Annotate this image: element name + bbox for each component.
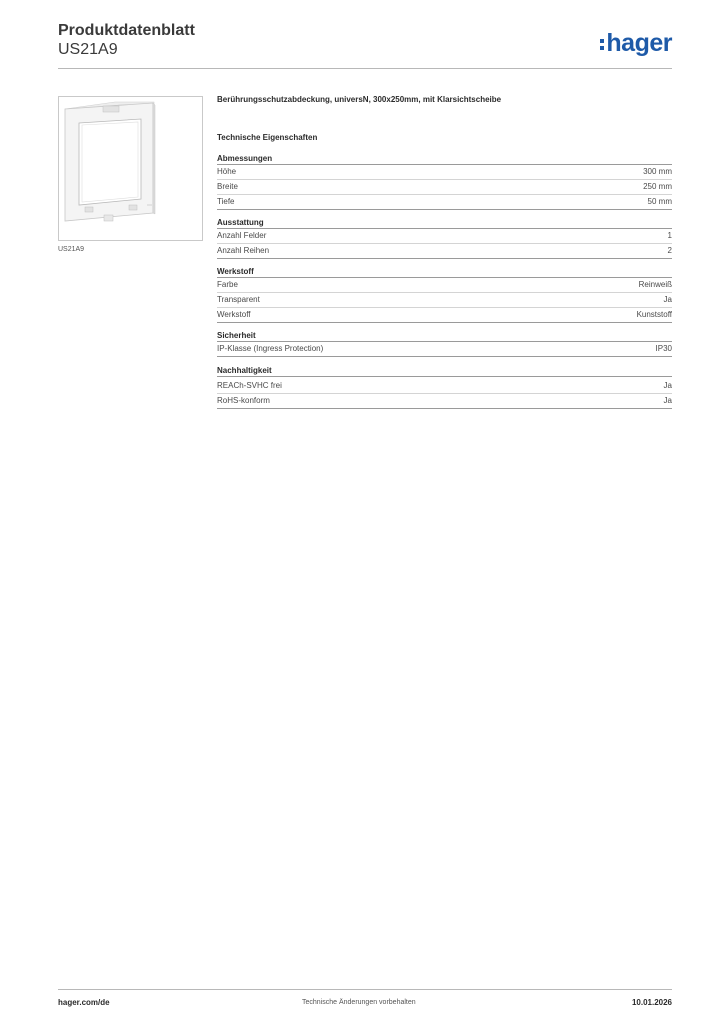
property-label: Anzahl Reihen: [217, 246, 270, 255]
property-row: [217, 229, 672, 244]
section-title: Sicherheit: [217, 330, 672, 342]
property-value: 300 mm: [643, 167, 672, 176]
section-material: [217, 266, 672, 323]
property-label: RoHS-konform: [217, 396, 270, 405]
property-value: Ja: [663, 295, 672, 304]
footer-divider: [58, 989, 672, 990]
section-title: Werkstoff: [217, 266, 672, 278]
property-label: Transparent: [217, 295, 260, 304]
property-value: 1: [667, 231, 672, 240]
image-caption: US21A9: [58, 246, 85, 253]
logo-text: hager: [606, 28, 672, 57]
technical-properties-heading: Technische Eigenschaften: [217, 133, 318, 142]
property-label: Farbe: [217, 280, 238, 289]
section-title: Ausstattung: [217, 217, 672, 229]
product-code: US21A9: [58, 41, 118, 58]
property-label: Tiefe: [217, 197, 235, 206]
section-title: Abmessungen: [217, 153, 672, 165]
section-title: Nachhaltigkeit: [217, 365, 672, 377]
property-value: Kunststoff: [636, 310, 672, 319]
property-row: [217, 394, 672, 409]
property-row: [217, 293, 672, 308]
property-row: [217, 165, 672, 180]
section-dimensions: [217, 153, 672, 210]
property-row: [217, 278, 672, 293]
property-row: [217, 180, 672, 195]
property-label: Höhe: [217, 167, 237, 176]
section-sustainability: [217, 365, 672, 409]
header-divider: [58, 68, 672, 69]
product-description: Berührungsschutzabdeckung, universN, 300x250mm, mit Klarsichtscheibe: [217, 95, 502, 104]
footer-website: hager.com/de: [58, 998, 110, 1007]
property-row: [217, 195, 672, 210]
section-equipment: [217, 217, 672, 259]
cover-frame-illustration: [59, 97, 202, 240]
section-safety: [217, 330, 672, 357]
footer-notice: Technische Änderungen vorbehalten: [302, 999, 416, 1006]
property-value: Ja: [663, 381, 672, 390]
footer-date: 10.01.2026: [631, 998, 672, 1007]
property-row: [217, 244, 672, 259]
property-label: IP-Klasse (Ingress Protection): [217, 344, 324, 353]
property-value: 2: [667, 246, 672, 255]
property-value: 50 mm: [647, 197, 672, 206]
property-label: Werkstoff: [217, 310, 251, 319]
property-value: 250 mm: [643, 182, 672, 191]
product-image: [58, 96, 203, 241]
property-label: Breite: [217, 182, 238, 191]
property-label: REACh-SVHC frei: [217, 381, 282, 390]
page-title: Produktdatenblatt: [58, 22, 195, 39]
datasheet-content: [217, 95, 672, 409]
logo-colon-icon: [600, 39, 604, 50]
page-header: [58, 20, 672, 70]
property-value: Reinweiß: [638, 280, 672, 289]
property-row: [217, 379, 672, 394]
property-label: Anzahl Felder: [217, 231, 267, 240]
property-row: [217, 308, 672, 323]
property-value: IP30: [655, 344, 672, 353]
hager-logo: [600, 28, 672, 58]
property-row: [217, 342, 672, 357]
property-value: Ja: [663, 396, 672, 405]
